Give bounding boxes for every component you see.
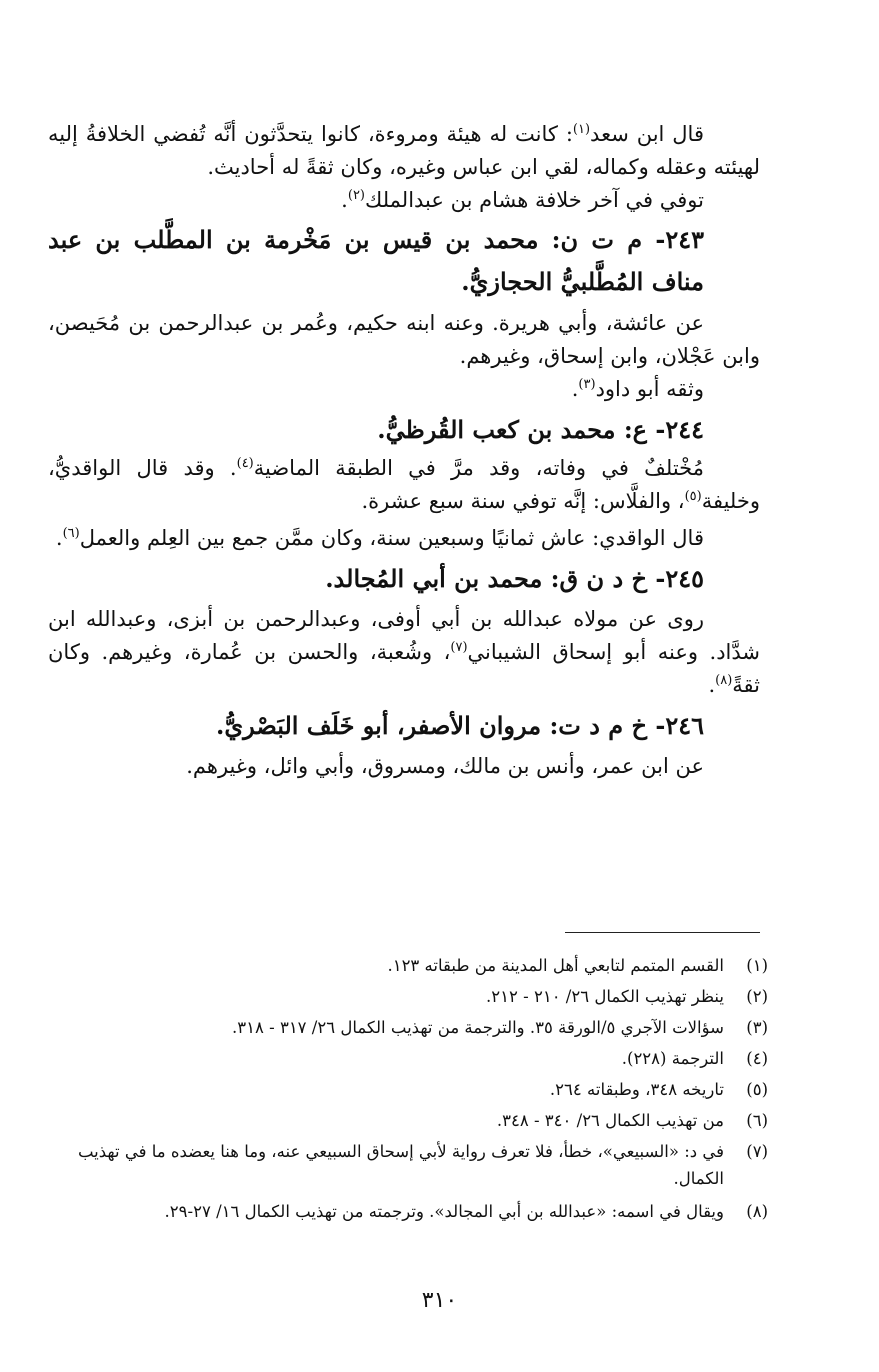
paragraph-narrators-246: عن ابن عمر، وأنس بن مالك، ومسروق، وأبي وائل، وغيرهم. — [186, 754, 704, 778]
footnote-text: في د: «السبيعي»، خطأ، فلا تعرف رواية لأبي إسحاق السبيعي عنه، وما هنا يعضده ما في تهذيب الكمال. — [77, 1142, 724, 1188]
paragraph-text: : كانت له هيئة ومروءة، كانوا يتحدَّثون أنَّه تُفضي الخلافةُ إليه لهيئته وعقله وكماله، لقي ابن عباس وغيره، وكان ثقةً له أحاديث. — [48, 122, 760, 179]
footnote-ref: (٢) — [347, 188, 365, 203]
paragraph-ibn-saad — [48, 118, 760, 184]
footnote-item — [48, 1138, 768, 1192]
punctuation: . — [708, 673, 716, 697]
footnote-separator — [565, 932, 760, 933]
footnote-number: (٣) — [746, 1018, 768, 1037]
footnote-item — [48, 1012, 768, 1043]
paragraph-narrators-243: عن عائشة، وأبي هريرة. وعنه ابنه حكيم، وعُمر بن عبدالرحمن بن مُحَيصن، وابن عَجْلان، وابن إسحاق، وغيرهم. — [48, 311, 760, 368]
paragraph-trust-243 — [48, 373, 760, 406]
footnote-ref: (٥) — [684, 489, 702, 504]
paragraph-death-244 — [48, 452, 760, 518]
footnote-item — [48, 1105, 768, 1136]
footnote-text: ويقال في اسمه: «عبدالله بن أبي المجالد». وترجمته من تهذيب الكمال ١٦/ ٢٧-٢٩. — [164, 1202, 724, 1221]
footnote-text: القسم المتمم لتابعي أهل المدينة من طبقاته ١٢٣. — [387, 956, 724, 975]
page-number: ٣١٠ — [421, 1288, 458, 1313]
footnote-number: (٧) — [746, 1142, 768, 1161]
paragraph-text: قال ابن سعد — [590, 122, 704, 146]
paragraph-waqidi-244 — [48, 522, 760, 555]
footnote-item — [48, 950, 768, 981]
footnote-item — [48, 1074, 768, 1105]
punctuation: . — [55, 526, 63, 550]
footnote-number: (٢) — [746, 987, 768, 1006]
footnote-number: (١) — [746, 956, 768, 975]
paragraph-text: . وقد قال الواقديُّ، وخليفة — [48, 456, 760, 513]
footnote-ref: (٨) — [715, 673, 733, 688]
footnote-text: تاريخه ٣٤٨، وطبقاته ٢٦٤. — [549, 1080, 724, 1099]
footnote-number: (٨) — [746, 1202, 768, 1221]
footnote-ref: (١) — [572, 122, 591, 137]
paragraph-text: ، والفلَّاس: إنَّه توفي سنة سبع عشرة. — [361, 489, 685, 513]
footnotes — [48, 950, 768, 1227]
footnote-item — [48, 1196, 768, 1227]
paragraph-narrators-245 — [48, 603, 760, 702]
entry-heading-246: ٢٤٦- خ م د ت: مروان الأصفر، أبو خَلَف البَصْريُّ. — [216, 711, 704, 740]
paragraph-text: توفي في آخر خلافة هشام بن عبدالملك — [365, 188, 704, 212]
footnote-item — [48, 1043, 768, 1074]
footnote-item — [48, 981, 768, 1012]
paragraph-text: روى عن مولاه عبدالله بن أبي أوفى، وعبدالرحمن بن أبزى، وعبدالله ابن شدَّاد. وعنه أبو إسحاق الشيباني — [48, 607, 761, 664]
paragraph-death — [48, 184, 760, 217]
paragraph-text: قال الواقدي: عاش ثمانيًا وسبعين سنة، وكان ممَّن جمع بين العِلم والعمل — [79, 526, 704, 550]
punctuation: . — [571, 377, 579, 401]
footnote-text: سؤالات الآجري ٥/الورقة ٣٥. والترجمة من تهذيب الكمال ٢٦/ ٣١٧ - ٣١٨. — [232, 1018, 724, 1037]
footnote-number: (٦) — [746, 1111, 768, 1130]
entry-heading-243: ٢٤٣- م ت ن: محمد بن قيس بن مَخْرمة بن المطَّلب بن عبد مناف المُطَّلبيُّ الحجازيُّ. — [48, 225, 704, 296]
footnote-ref: (٣) — [578, 377, 596, 392]
main-text — [48, 118, 760, 783]
entry-heading-245: ٢٤٥- خ د ن ق: محمد بن أبي المُجالد. — [325, 564, 704, 593]
entry-heading-244: ٢٤٤- ع: محمد بن كعب القُرظيُّ. — [377, 415, 704, 444]
footnote-ref: (٤) — [236, 456, 254, 471]
paragraph-text: ، وشُعبة، والحسن بن عُمارة، وغيرهم. وكان ثقةً — [48, 640, 760, 697]
footnote-ref: (٦) — [62, 526, 80, 541]
footnote-number: (٥) — [746, 1080, 768, 1099]
paragraph-text: مُخْتلفٌ في وفاته، وقد مرَّ في الطبقة الماضية — [253, 456, 704, 480]
footnote-text: الترجمة (٢٢٨). — [621, 1049, 724, 1068]
footnote-number: (٤) — [746, 1049, 768, 1068]
footnote-text: من تهذيب الكمال ٢٦/ ٣٤٠ - ٣٤٨. — [496, 1111, 724, 1130]
punctuation: . — [341, 188, 348, 212]
paragraph-text: وثقه أبو داود — [595, 377, 704, 401]
footnote-ref: (٧) — [450, 640, 468, 655]
footnote-text: ينظر تهذيب الكمال ٢٦/ ٢١٠ - ٢١٢. — [486, 987, 724, 1006]
